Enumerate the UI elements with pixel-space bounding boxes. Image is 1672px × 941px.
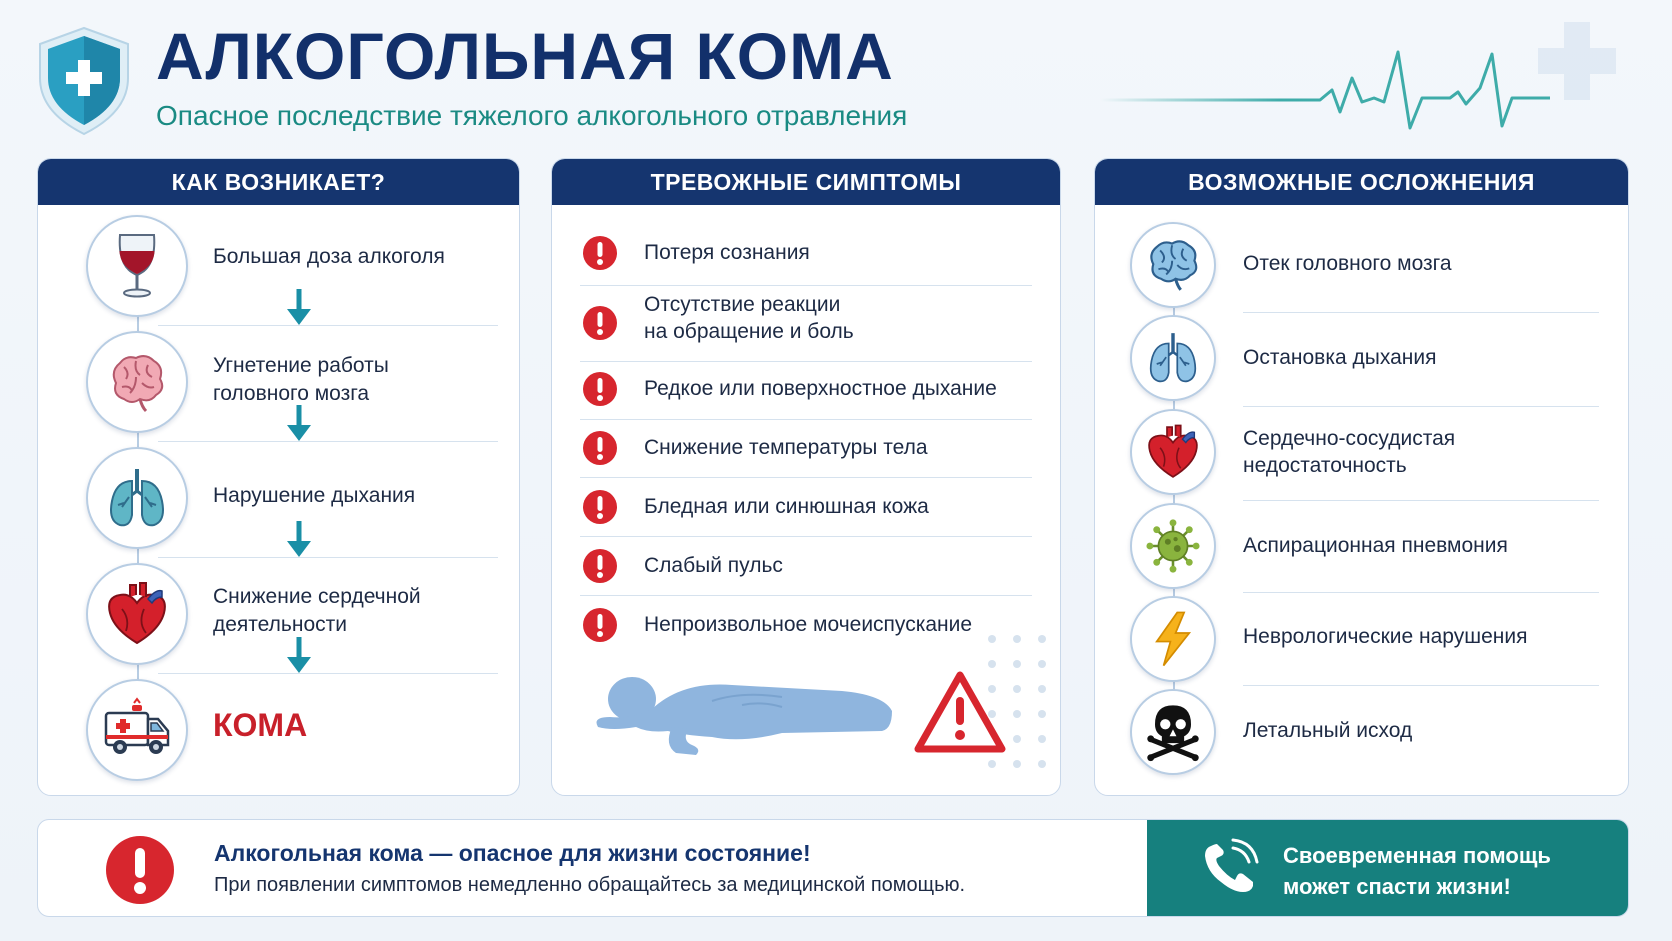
step-icon-circle	[86, 331, 188, 433]
panel-heading: ВОЗМОЖНЫЕ ОСЛОЖНЕНИЯ	[1095, 159, 1628, 205]
symptom-item: Слабый пульс	[644, 554, 783, 577]
arrow-down-icon	[284, 521, 314, 559]
panel-how-it-occurs	[37, 158, 520, 796]
divider	[580, 536, 1032, 537]
heart-icon	[1143, 422, 1203, 482]
panel-heading: КАК ВОЗНИКАЕТ?	[38, 159, 519, 205]
divider	[158, 441, 498, 442]
complication-icon-circle	[1130, 222, 1216, 308]
step-icon-circle	[86, 563, 188, 665]
footer-help-block	[1147, 820, 1629, 917]
page-subtitle: Опасное последствие тяжелого алкогольного отравления	[156, 100, 908, 131]
divider	[1243, 406, 1599, 407]
alert-icon	[582, 371, 618, 407]
step-label: Снижение сердечной деятельности	[213, 585, 421, 636]
unconscious-person-icon	[592, 661, 902, 761]
panel-complications	[1094, 158, 1629, 796]
lungs-icon	[1143, 328, 1203, 388]
shield-cross-icon	[36, 26, 132, 136]
footer-warning-text: При появлении симптомов немедленно обращайтесь за медицинской помощью.	[214, 874, 966, 896]
complication-item: Летальный исход	[1243, 719, 1413, 742]
phone-icon	[1197, 838, 1259, 900]
alert-icon	[582, 607, 618, 643]
step-icon-circle	[86, 679, 188, 781]
symptom-item: Потеря сознания	[644, 241, 810, 264]
complication-item: Отек головного мозга	[1243, 252, 1452, 275]
divider	[580, 419, 1032, 420]
divider	[158, 673, 498, 674]
heart-icon	[102, 579, 172, 649]
footer-help-text: Своевременная помощь может спасти жизни!	[1283, 843, 1551, 899]
alert-icon	[582, 548, 618, 584]
page-title: АЛКОГОЛЬНАЯ КОМА	[156, 19, 894, 93]
alert-icon	[582, 235, 618, 271]
divider	[1243, 592, 1599, 593]
divider	[580, 361, 1032, 362]
symptom-item: Отсутствие реакции на обращение и боль	[644, 293, 854, 343]
alert-icon	[582, 305, 618, 341]
divider	[580, 285, 1032, 286]
footer-banner	[37, 819, 1629, 917]
panel-heading: ТРЕВОЖНЫЕ СИМПТОМЫ	[552, 159, 1060, 205]
coma-label: КОМА	[213, 707, 308, 743]
divider	[1243, 685, 1599, 686]
divider	[1243, 500, 1599, 501]
step-icon-circle	[86, 447, 188, 549]
divider	[158, 325, 498, 326]
lightning-icon	[1143, 609, 1203, 669]
symptom-item: Редкое или поверхностное дыхание	[644, 377, 997, 400]
virus-icon	[1143, 516, 1203, 576]
brain-icon	[102, 347, 172, 417]
complication-icon-circle	[1130, 596, 1216, 682]
complication-item: Неврологические нарушения	[1243, 625, 1528, 648]
panel-warning-symptoms	[551, 158, 1061, 796]
arrow-down-icon	[284, 637, 314, 675]
ambulance-icon	[102, 695, 172, 765]
step-label: Большая доза алкоголя	[213, 245, 445, 268]
complication-icon-circle	[1130, 409, 1216, 495]
complication-icon-circle	[1130, 503, 1216, 589]
symptom-item: Снижение температуры тела	[644, 436, 928, 459]
step-label: Нарушение дыхания	[213, 484, 416, 507]
lungs-icon	[102, 463, 172, 533]
symptom-item: Бледная или синюшная кожа	[644, 495, 929, 518]
complication-icon-circle	[1130, 689, 1216, 775]
plus-icon	[1536, 20, 1618, 102]
alert-icon	[104, 834, 176, 906]
symptom-item: Непроизвольное мочеиспускание	[644, 613, 973, 636]
complication-icon-circle	[1130, 315, 1216, 401]
step-icon-circle	[86, 215, 188, 317]
ecg-line-icon	[1100, 40, 1550, 135]
skull-icon	[1143, 702, 1203, 762]
footer-warning-title: Алкогольная кома — опасное для жизни состояние!	[214, 840, 811, 866]
divider	[1243, 312, 1599, 313]
header	[0, 0, 1672, 150]
alert-icon	[582, 489, 618, 525]
complication-item: Сердечно-сосудистая недостаточность	[1243, 427, 1456, 477]
complication-item: Аспирационная пневмония	[1243, 534, 1508, 557]
arrow-down-icon	[284, 405, 314, 443]
divider	[580, 595, 1032, 596]
divider	[158, 557, 498, 558]
brain-icon	[1143, 235, 1203, 295]
complication-item: Остановка дыхания	[1243, 346, 1437, 369]
step-label: Угнетение работы головного мозга	[213, 354, 389, 405]
alert-icon	[582, 430, 618, 466]
divider	[580, 477, 1032, 478]
warning-triangle-icon	[914, 671, 1006, 755]
arrow-down-icon	[284, 289, 314, 327]
wine-glass-icon	[102, 231, 172, 301]
